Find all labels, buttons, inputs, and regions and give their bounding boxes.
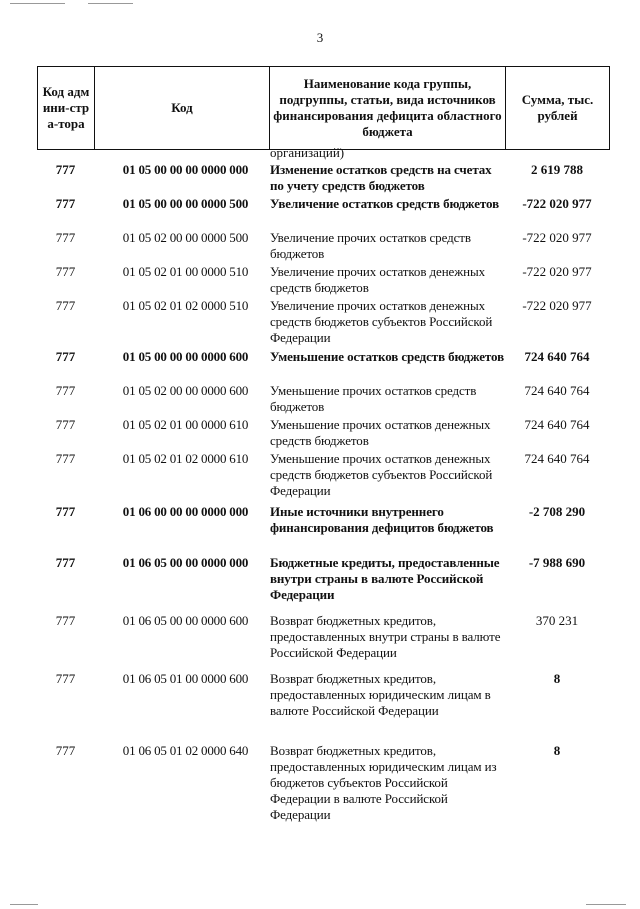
sum-cell: 2 619 788 (531, 162, 583, 177)
admin-code-cell: 777 (55, 162, 76, 177)
admin-code-cell: 777 (55, 451, 76, 466)
sum-cell: -722 020 977 (522, 196, 592, 211)
sum-cell: 370 231 (535, 613, 579, 628)
code-cell: 01 05 02 01 00 0000 610 (122, 417, 249, 432)
name-cell: Уменьшение прочих остатков средств бюджетов (270, 383, 477, 414)
name-cell: Увеличение прочих остатков денежных средств бюджетов (270, 264, 485, 295)
header-sum: Сумма, тыс. рублей (506, 67, 610, 150)
sum-cell: 8 (553, 671, 561, 686)
name-cell: Уменьшение прочих остатков денежных средств бюджетов субъектов Российской Федерации (270, 451, 493, 498)
admin-code-cell: 777 (55, 264, 76, 279)
name-cell: Иные источники внутреннего финансирования дефицитов бюджетов (270, 504, 494, 535)
code-cell: 01 06 05 00 00 0000 600 (122, 613, 249, 628)
admin-code-cell: 777 (55, 417, 76, 432)
sum-cell: -7 988 690 (528, 555, 586, 570)
sum-cell: 724 640 764 (524, 349, 590, 364)
scan-artifact (88, 3, 133, 4)
name-cell: Уменьшение прочих остатков денежных средств бюджетов (270, 417, 491, 448)
table-header (37, 66, 610, 150)
admin-code-cell: 777 (55, 383, 76, 398)
name-cell: Увеличение прочих остатков денежных средств бюджетов субъектов Российской Федерации (270, 298, 493, 345)
header-code: Код (95, 67, 270, 150)
code-cell: 01 06 05 01 00 0000 600 (122, 671, 249, 686)
scan-artifact (10, 3, 65, 4)
table-row (37, 349, 609, 383)
continuation-text: организаций) (270, 145, 345, 160)
name-cell: Возврат бюджетных кредитов, предоставленных внутри страны в валюте Российской Федерации (270, 613, 501, 660)
table-row (37, 504, 609, 555)
table-row (37, 264, 609, 298)
code-cell: 01 05 02 01 00 0000 510 (122, 264, 249, 279)
scan-artifact (10, 904, 38, 905)
admin-code-cell: 777 (55, 671, 76, 686)
name-cell: Возврат бюджетных кредитов, предоставленных юридическим лицам из бюджетов субъектов Российской Федерации в валюте Российской Федерации (270, 743, 497, 822)
sum-cell: 724 640 764 (524, 451, 590, 466)
name-cell: Возврат бюджетных кредитов, предоставленных юридическим лицам в валюте Российской Федерации (270, 671, 491, 718)
name-cell: Бюджетные кредиты, предоставленные внутри страны в валюте Российской Федерации (270, 555, 500, 602)
code-cell: 01 05 02 01 02 0000 510 (122, 298, 249, 313)
code-cell: 01 05 00 00 00 0000 500 (122, 196, 249, 211)
admin-code-cell: 777 (55, 743, 76, 758)
table-body (37, 162, 609, 827)
admin-code-cell: 777 (55, 298, 76, 313)
page-number: 3 (316, 30, 324, 45)
sum-cell: 8 (553, 743, 561, 758)
table-row (37, 196, 609, 230)
table-row (37, 743, 609, 827)
table-row (37, 613, 609, 671)
table-row (37, 417, 609, 451)
header-name: Наименование кода группы, подгруппы, статьи, вида источников финансирования дефицита областного бюджета (270, 67, 506, 150)
admin-code-cell: 777 (55, 196, 76, 211)
code-cell: 01 05 00 00 00 0000 000 (122, 162, 249, 177)
code-cell: 01 06 05 01 02 0000 640 (122, 743, 249, 758)
code-cell: 01 05 02 00 00 0000 500 (122, 230, 249, 245)
code-cell: 01 06 05 00 00 0000 000 (122, 555, 249, 570)
code-cell: 01 05 00 00 00 0000 600 (122, 349, 249, 364)
header-admin-code: Код админи-стра-тора (38, 67, 95, 150)
admin-code-cell: 777 (55, 349, 76, 364)
table-row (37, 671, 609, 743)
code-cell: 01 05 02 01 02 0000 610 (122, 451, 249, 466)
table-row (37, 162, 609, 196)
sum-cell: 724 640 764 (524, 417, 590, 432)
name-cell: Увеличение остатков средств бюджетов (270, 196, 499, 211)
sum-cell: -722 020 977 (522, 298, 592, 313)
sum-cell: 724 640 764 (524, 383, 590, 398)
name-cell: Уменьшение остатков средств бюджетов (270, 349, 505, 364)
code-cell: 01 05 02 00 00 0000 600 (122, 383, 249, 398)
scan-artifact (586, 904, 626, 905)
admin-code-cell: 777 (55, 555, 76, 570)
sum-cell: -722 020 977 (522, 230, 592, 245)
admin-code-cell: 777 (55, 504, 76, 519)
table-row (37, 555, 609, 613)
name-cell: Увеличение прочих остатков средств бюджетов (270, 230, 471, 261)
table-row (37, 298, 609, 349)
admin-code-cell: 777 (55, 230, 76, 245)
admin-code-cell: 777 (55, 613, 76, 628)
table-row (37, 383, 609, 417)
sum-cell: -2 708 290 (528, 504, 586, 519)
name-cell: Изменение остатков средств на счетах по учету средств бюджетов (270, 162, 492, 193)
code-cell: 01 06 00 00 00 0000 000 (122, 504, 249, 519)
sum-cell: -722 020 977 (522, 264, 592, 279)
table-row (37, 451, 609, 504)
table-row (37, 230, 609, 264)
